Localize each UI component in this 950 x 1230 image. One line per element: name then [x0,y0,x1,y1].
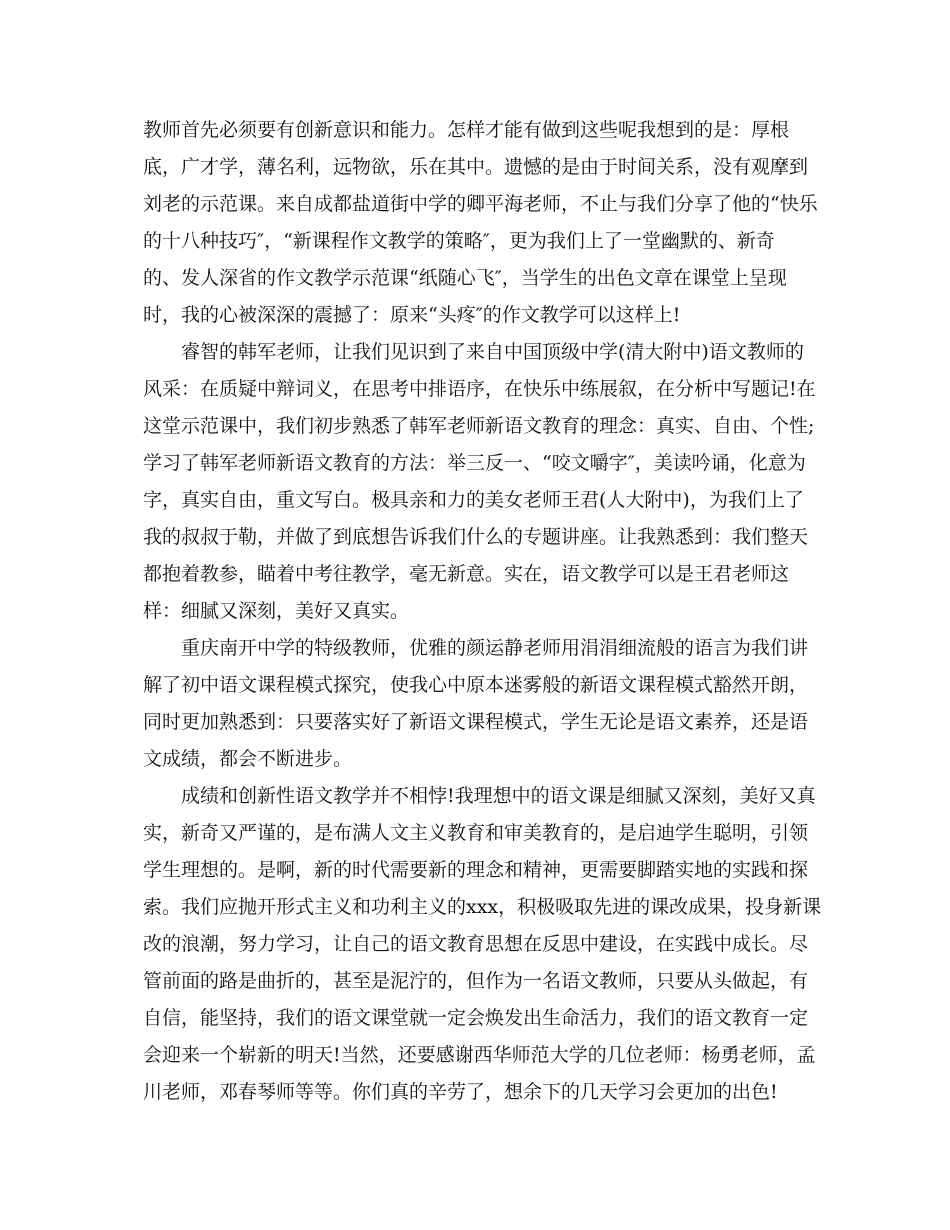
text-line: 的、发人深省的作文教学示范课“纸随心飞″，当学生的出色文章在课堂上呈现 [143,267,787,289]
text-line: 成绩和创新性语文教学并不相悖!我理想中的语文课是细腻又深刻，美好又真 [181,785,816,807]
text-line: 睿智的韩军老师，让我们见识到了来自中国顶级中学(清大附中)语文教师的 [181,341,804,363]
text-line: 的十八种技巧″，“新课程作文教学的策略″，更为我们上了一堂幽默的、新奇 [143,230,775,252]
paragraph-4 [143,778,822,1111]
text-line: 样：细腻又深刻，美好又真实。 [143,600,410,622]
text-line: 川老师，邓春琴师等等。你们真的辛劳了，想余下的几天学习会更加的出色! [143,1081,778,1103]
text-line: 这堂示范课中，我们初步熟悉了韩军老师新语文教育的理念：真实、自由、个性; [143,415,815,437]
text-line: 都抱着教参，瞄着中考往教学，毫无新意。实在，语文教学可以是王君老师这 [143,563,790,585]
text-line: 刘老的示范课。来自成都盐道街中学的卿平海老师，不止与我们分享了他的“快乐 [143,193,818,215]
text-line: 时，我的心被深深的震撼了：原来“头疼″的作文教学可以这样上! [143,304,681,326]
text-line: 底，广才学，薄名利，远物欲，乐在其中。遗憾的是由于时间关系，没有观摩到 [143,156,809,178]
paragraph-3 [143,630,808,778]
text-line: 文成绩，都会不断进步。 [143,748,353,770]
text-line: 我的叔叔于勒，并做了到底想告诉我们什么的专题讲座。让我熟悉到：我们整天 [143,526,809,548]
text-line: 学习了韩军老师新语文教育的方法：举三反一、“咬文嚼字″，美读吟诵，化意为 [143,452,806,474]
document-body [143,112,822,1111]
text-line: 管前面的路是曲折的，甚至是泥泞的，但作为一名语文教师，只要从头做起，有 [143,970,809,992]
text-line: 学生理想的。是啊，新的时代需要新的理念和精神，更需要脚踏实地的实践和探 [143,859,809,881]
text-line: 教师首先必须要有创新意识和能力。怎样才能有做到这些呢我想到的是：厚根 [143,119,790,141]
text-line: 改的浪潮，努力学习，让自己的语文教育思想在反思中建设，在实践中成长。尽 [143,933,809,955]
text-line: 解了初中语文课程模式探究，使我心中原本迷雾般的新语文课程模式豁然开朗， [143,674,809,696]
text-line: 字，真实自由，重文写白。极具亲和力的美女老师王君(人大附中)，为我们上了 [143,489,804,511]
paragraph-2 [143,334,816,630]
text-line: 索。我们应抛开形式主义和功利主义的xxx，积极吸取先进的课改成果，投身新课 [143,896,822,918]
text-line: 实，新奇又严谨的，是布满人文主义教育和审美教育的，是启迪学生聪明，引领 [143,822,809,844]
text-line: 重庆南开中学的特级教师，优雅的颜运静老师用涓涓细流般的语言为我们讲 [181,637,809,659]
text-line: 同时更加熟悉到：只要落实好了新语文课程模式，学生无论是语文素养，还是语 [143,711,809,733]
text-line: 风采：在质疑中辩词义，在思考中排语序，在快乐中练展叙，在分析中写题记!在 [143,378,816,400]
text-line: 会迎来一个崭新的明天!当然，还要感谢西华师范大学的几位老师：杨勇老师，孟 [143,1044,816,1066]
text-line: 自信，能坚持，我们的语文课堂就一定会焕发出生命活力，我们的语文教育一定 [143,1007,809,1029]
paragraph-1 [143,112,818,334]
